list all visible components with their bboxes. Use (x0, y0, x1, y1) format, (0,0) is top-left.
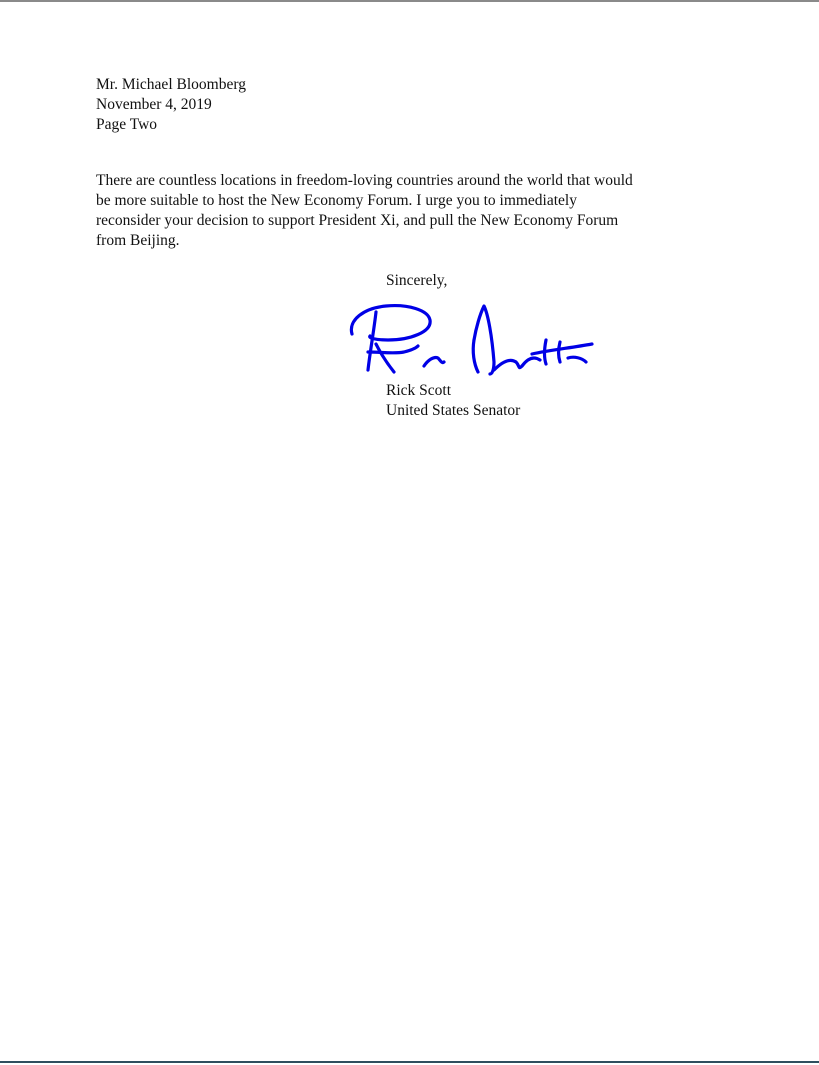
signer-name: Rick Scott (386, 382, 452, 399)
recipient-name: Mr. Michael Bloomberg (96, 76, 246, 93)
page-label: Page Two (96, 116, 158, 133)
body-line: from Beijing. (96, 232, 180, 249)
letter-date: November 4, 2019 (96, 96, 212, 113)
letter-body (96, 171, 726, 251)
body-line: There are countless locations in freedom-loving countries around the world that would (96, 172, 633, 189)
closing-salutation: Sincerely, (386, 272, 448, 289)
handwritten-signature (346, 300, 596, 382)
body-line: reconsider your decision to support President Xi, and pull the New Economy Forum (96, 212, 619, 229)
body-line: be more suitable to host the New Economy Forum. I urge you to immediately (96, 192, 577, 209)
bottom-border (0, 1061, 819, 1063)
signer-title: United States Senator (386, 402, 521, 419)
